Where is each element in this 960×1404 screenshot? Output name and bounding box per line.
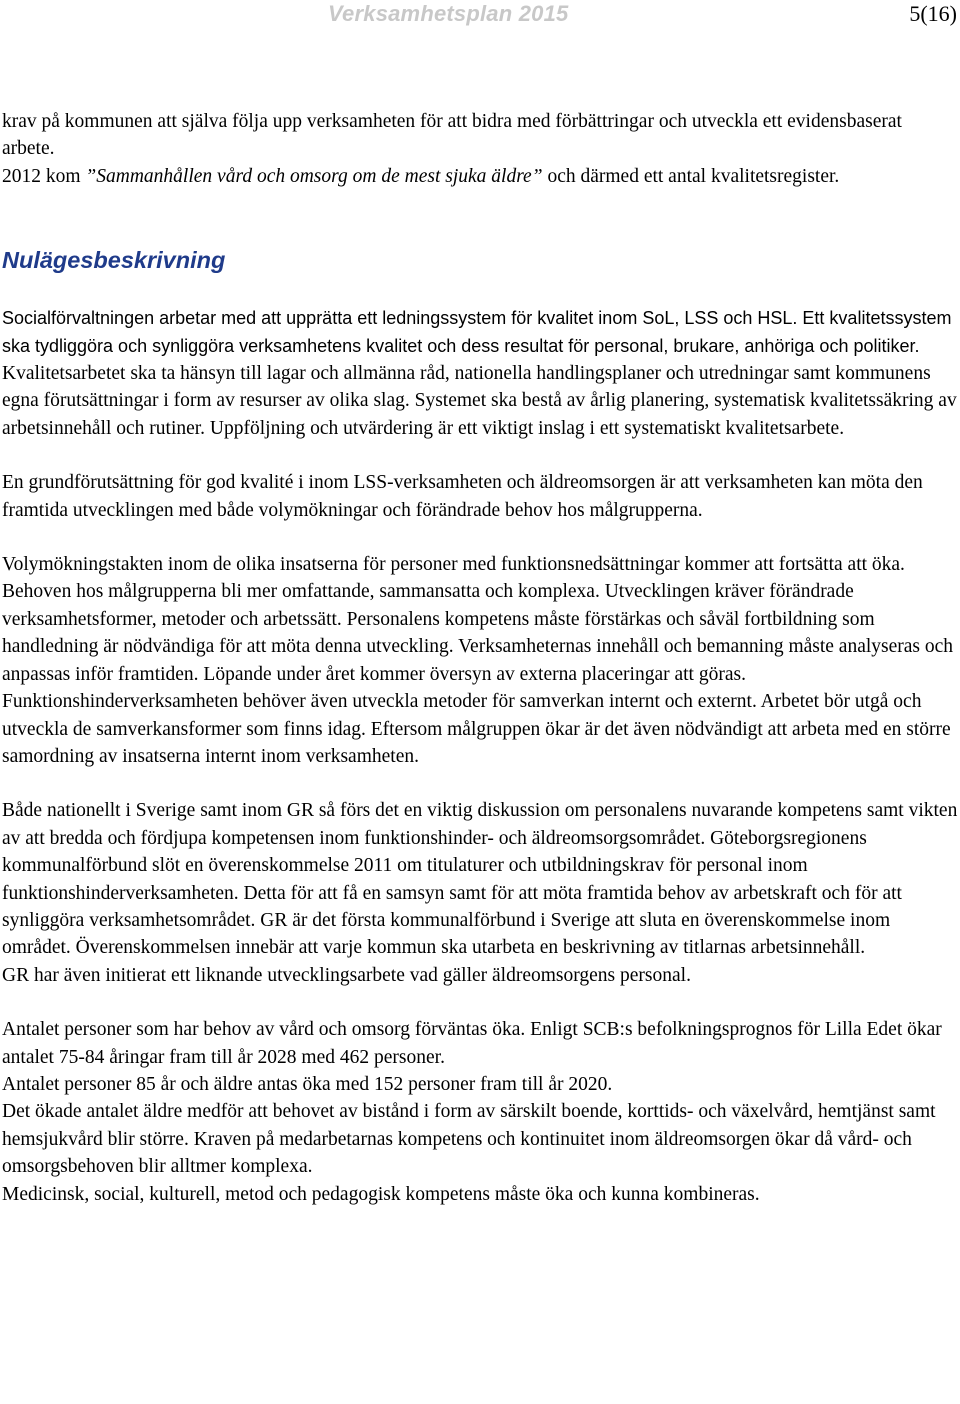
intro-paragraph-2	[2, 163, 958, 190]
paragraph-elderly-85: Antalet personer 85 år och äldre antas öka med 152 personer fram till år 2020.	[2, 1073, 613, 1095]
paragraph-basic-requirement: En grundförutsättning för god kvalité i inom LSS-verksamheten och äldreomsorgen är att verksamheten kan möta den framtida utvecklingen med både volymökningar och förändrade behov hos målgrupperna.	[2, 472, 923, 521]
document-body	[2, 108, 958, 1208]
intro-text-post: och därmed ett antal kvalitetsregister.	[542, 165, 840, 187]
paragraph-population-forecast: Antalet personer som har behov av vård och omsorg förväntas öka. Enligt SCB:s befolkningsprognos för Lilla Edet ökar antalet 75-84 åringar fram till år 2028 med 462 personer.	[2, 1019, 942, 1068]
section-heading: Nulägesbeskrivning	[2, 247, 226, 274]
document-title: Verksamhetsplan 2015	[328, 1, 569, 26]
paragraph-volume-increase: Volymökningstakten inom de olika insatserna för personer med funktionsnedsättningar kommer att fortsätta att öka. Behoven hos målgrupperna bli mer omfattande, sammansatta och komplexa. Utvecklingen kräver förändrade verksamhetsformer, metoder och arbetssätt. Personalens kompetens måste förstärkas och såväl fortbildning som handledning är nödvändiga för att möta denna utveckling. Verksamheternas innehåll och bemanning måste analyseras och anpassas inför framtiden. Löpande under året kommer översyn av externa placeringar att göras. Funktionshinderverksamheten behöver även utveckla metoder för samverkan internt och externt. Arbetet bör utgå och utveckla de samverkansformer som finns idag. Eftersom målgruppen ökar är det även nödvändigt att arbeta med en större samordning av insatserna internt inom verksamheten.	[2, 554, 954, 767]
intro-paragraph-1: krav på kommunen att själva följa upp verksamheten för att bidra med förbättringar och utveckla ett evidensbaserat arbete.	[2, 111, 902, 160]
page-number: 5(16)	[909, 1, 957, 26]
paragraph-gr-initiative: GR har även initierat ett liknande utvecklingsarbete vad gäller äldreomsorgens personal.	[2, 964, 691, 986]
paragraph-elderly-needs: Det ökade antalet äldre medför att behovet av bistånd i form av särskilt boende, korttids- och växelvård, hemtjänst samt hemsjukvård blir större. Kraven på medarbetarnas kompetens och kontinuitet inom äldreomsorgen ökar då vård- och omsorgsbehoven blir alltmer komplexa.	[2, 1101, 936, 1178]
paragraph-quality-system-sans: Socialförvaltningen arbetar med att upprätta ett ledningssystem för kvalitet inom SoL, LSS och HSL. Ett kvalitetssystem ska tydliggöra och synliggöra verksamhetens kvalitet och dess resultat för personal, brukare, anhöriga och politiker.	[2, 308, 952, 356]
intro-text-pre: 2012 kom	[2, 165, 86, 187]
page-header	[0, 0, 960, 34]
paragraph-competence-combined: Medicinsk, social, kulturell, metod och pedagogisk kompetens måste öka och kunna kombineras.	[2, 1183, 760, 1205]
paragraph-competence: Både nationellt i Sverige samt inom GR så förs det en viktig diskussion om personalens nuvarande kompetens samt vikten av att bredda och fördjupa kompetensen inom funktionshinder- och äldreomsorgsområdet. Göteborgsregionens kommunalförbund slöt en överenskommelse 2011 om titulaturer och utbildningskrav för personal inom funktionshinderverksamheten. Detta för att få en samsyn samt för att möta framtida behov av arbetskraft och för att synliggöra verksamhetsområdet. GR är det första kommunalförbund i Sverige att sluta en överenskommelse inom området. Överenskommelsen innebär att varje kommun ska utarbeta en beskrivning av titlarnas arbetsinnehåll.	[2, 800, 958, 959]
paragraph-quality-system-serif: Kvalitetsarbetet ska ta hänsyn till lagar och allmänna råd, nationella handlingsplaner och utredningar samt kommunens egna förutsättningar i form av resurser av olika slag. Systemet ska bestå av årlig planering, systematisk kvalitetssäkring av arbetsinnehåll och rutiner. Uppföljning och utvärdering är ett viktigt inslag i ett systematiskt kvalitetsarbete.	[2, 363, 957, 439]
intro-italic-title: ”Sammanhållen vård och omsorg om de mest sjuka äldre”	[85, 165, 543, 187]
paragraph-quality-system	[2, 305, 958, 442]
